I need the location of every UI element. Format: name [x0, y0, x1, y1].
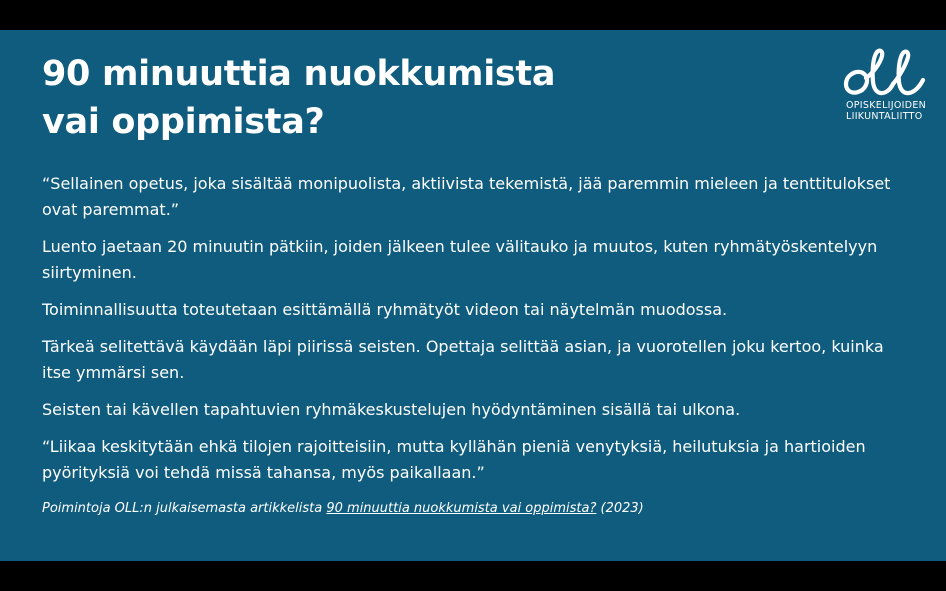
article-link[interactable]: 90 minuuttia nuokkumista vai oppimista?: [326, 501, 597, 516]
paragraph-walking-discussions: Seisten tai kävellen tapahtuvien ryhmäkeskustelujen hyödyntäminen sisällä tai ulkona.: [42, 400, 741, 419]
caption-prefix: Poimintoja OLL:n julkaisemasta artikkelista: [42, 501, 327, 516]
title-line-1: 90 minuuttia nuokkumista: [42, 54, 556, 94]
logo-text-line-2: LIIKUNTALIITTO: [846, 111, 923, 122]
oll-logo-icon: [838, 46, 934, 98]
source-caption: [42, 500, 902, 518]
title-line-2: vai oppimista?: [42, 102, 325, 142]
paragraph-standing-circle: Tärkeä selitettävä käydään läpi piirissä seisten. Opettaja selittää asian, ja vuorotellen joku kertoo, kuinka itse ymmärsi sen.: [42, 337, 884, 382]
logo-text-line-1: OPISKELIJOIDEN: [846, 100, 927, 111]
slide-title: [42, 50, 662, 146]
paragraph-lecture-breaks: Luento jaetaan 20 minuutin pätkiin, joiden jälkeen tulee välitauko ja muutos, kuten ryhmätyöskentelyyn siirtyminen.: [42, 237, 878, 282]
paragraph-quote-1: “Sellainen opetus, joka sisältää monipuolista, aktiivista tekemistä, jää paremmin mieleen ja tenttitulokset ovat paremmat.”: [42, 174, 891, 219]
oll-logo: [838, 46, 938, 122]
paragraph-quote-2: “Liikaa keskitytään ehkä tilojen rajoitteisiin, mutta kyllähän pieniä venytyksiä, heilutuksia ja hartioiden pyörityksiä voi tehdä missä tahansa, myös paikallaan.”: [42, 437, 866, 482]
paragraph-functionality: Toiminnallisuutta toteutetaan esittämällä ryhmätyöt videon tai näytelmän muodossa.: [42, 300, 728, 319]
caption-suffix: (2023): [596, 501, 644, 516]
slide-body: [42, 171, 902, 518]
slide: [0, 30, 946, 561]
